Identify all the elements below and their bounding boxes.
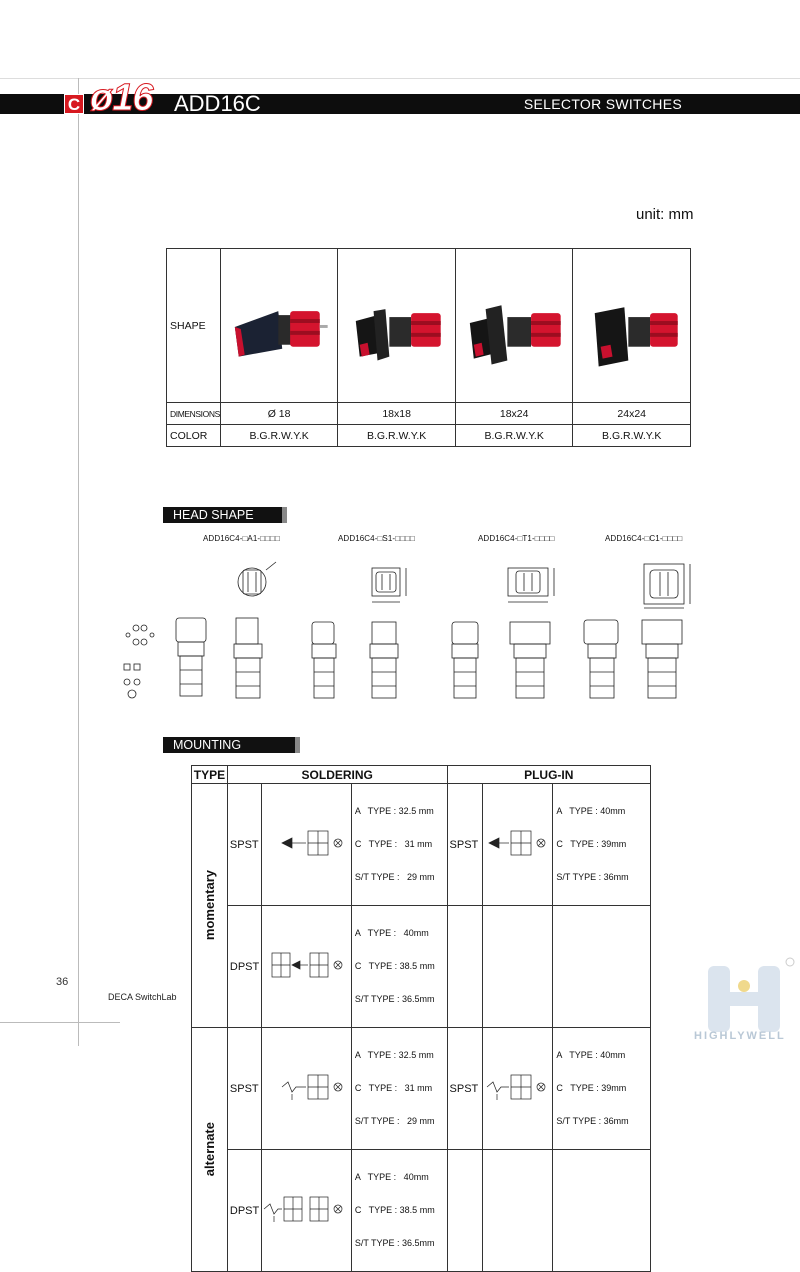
color-row bbox=[167, 425, 691, 447]
round-switch-photo bbox=[221, 249, 338, 399]
round-head-top-view bbox=[238, 562, 276, 596]
spec-line: A TYPE : 40mm bbox=[354, 1172, 429, 1182]
soldering-specs bbox=[351, 784, 447, 906]
mounting-length-title: MOUNTING LENGTH bbox=[163, 737, 300, 753]
switch-type: DPST bbox=[227, 1150, 261, 1272]
spec-line: A TYPE : 40mm bbox=[354, 928, 429, 938]
spec-line: S/T TYPE : 36mm bbox=[556, 1116, 629, 1126]
unit-label: unit: mm bbox=[636, 206, 694, 223]
mounting-table bbox=[191, 765, 651, 1272]
diameter-label: ø16 bbox=[90, 77, 153, 119]
wiring-diagram bbox=[261, 1028, 351, 1150]
spec-line: A TYPE : 32.5 mm bbox=[354, 1050, 434, 1060]
head-code-square18: ADD16C4-□S1-□□□□ bbox=[338, 534, 415, 543]
category-title: SELECTOR SWITCHES bbox=[523, 96, 682, 112]
head-code-square24: ADD16C4-□C1-□□□□ bbox=[605, 534, 683, 543]
dimension-cell: 24x24 bbox=[573, 403, 691, 425]
plugin-specs bbox=[553, 784, 651, 906]
dpst-alternate-diagram bbox=[262, 1194, 350, 1224]
spec-line: C TYPE : 39mm bbox=[556, 839, 627, 849]
spec-line: S/T TYPE : 36mm bbox=[556, 872, 629, 882]
plugin-wiring-diagram bbox=[483, 784, 553, 906]
color-cell: B.G.R.W.Y.K bbox=[573, 425, 691, 447]
header-type: TYPE bbox=[192, 766, 228, 784]
empty-cell bbox=[483, 1150, 553, 1272]
soldering-specs bbox=[351, 1028, 447, 1150]
header-plugin: PLUG-IN bbox=[447, 766, 650, 784]
color-cell: B.G.R.W.Y.K bbox=[338, 425, 456, 447]
square24-switch-photo bbox=[573, 249, 690, 399]
square24-head-top-view bbox=[644, 564, 690, 608]
head-code-round: ADD16C4-□A1-□□□□ bbox=[203, 534, 280, 543]
switch-type: SPST bbox=[227, 784, 261, 906]
series-letter-badge: C bbox=[64, 94, 84, 114]
switch-type: DPST bbox=[227, 906, 261, 1028]
spst-momentary-diagram bbox=[262, 828, 350, 858]
dimension-cell: Ø 18 bbox=[220, 403, 338, 425]
rect18x24-switch-photo bbox=[456, 249, 573, 399]
spst-plugin-diagram bbox=[483, 828, 551, 858]
row-label-color: COLOR bbox=[167, 425, 221, 447]
spst-alternate-diagram bbox=[262, 1072, 350, 1102]
empty-cell bbox=[447, 906, 483, 1028]
shape-table bbox=[166, 248, 691, 447]
product-image-round bbox=[220, 249, 338, 403]
rect18x24-head-top-view bbox=[508, 568, 554, 602]
table-row bbox=[192, 906, 651, 1028]
crop-line-left bbox=[78, 78, 79, 1046]
page-number: 36 bbox=[56, 976, 69, 988]
head-shape-title: HEAD SHAPE bbox=[163, 507, 287, 523]
dpst-momentary-diagram bbox=[262, 950, 350, 980]
spec-line: A TYPE : 32.5 mm bbox=[354, 806, 434, 816]
plugin-wiring-diagram bbox=[483, 1028, 553, 1150]
mounting-header-row bbox=[192, 766, 651, 784]
spec-line: C TYPE : 31 mm bbox=[354, 839, 433, 849]
soldering-specs bbox=[351, 1150, 447, 1272]
table-row bbox=[192, 1150, 651, 1272]
spst-alt-plugin-diagram bbox=[483, 1072, 551, 1102]
product-image-rect-18x24 bbox=[455, 249, 573, 403]
empty-cell bbox=[553, 1150, 651, 1272]
spec-line: C TYPE : 39mm bbox=[556, 1083, 627, 1093]
plugin-switch-type: SPST bbox=[447, 1028, 483, 1150]
group-momentary bbox=[192, 784, 228, 1028]
plugin-switch-type: SPST bbox=[447, 784, 483, 906]
spec-line: S/T TYPE : 36.5mm bbox=[354, 1238, 435, 1248]
square18-head-top-view bbox=[372, 568, 406, 602]
header-soldering: SOLDERING bbox=[227, 766, 447, 784]
color-cell: B.G.R.W.Y.K bbox=[455, 425, 573, 447]
plugin-specs bbox=[553, 1028, 651, 1150]
watermark-text: HIGHLYWELL bbox=[694, 1030, 786, 1042]
spec-line: S/T TYPE : 36.5mm bbox=[354, 994, 435, 1004]
color-cell: B.G.R.W.Y.K bbox=[220, 425, 338, 447]
model-title: ADD16C bbox=[174, 91, 261, 116]
product-image-square-24 bbox=[573, 249, 691, 403]
switch-type: SPST bbox=[227, 1028, 261, 1150]
spec-line: A TYPE : 40mm bbox=[556, 1050, 626, 1060]
wiring-diagram bbox=[261, 906, 351, 1028]
group-alternate bbox=[192, 1028, 228, 1272]
crop-line-bottom bbox=[0, 1022, 120, 1023]
head-shape-drawings bbox=[110, 560, 720, 720]
group-label: alternate bbox=[201, 1122, 217, 1177]
head-code-rect18x24: ADD16C4-□T1-□□□□ bbox=[478, 534, 555, 543]
spec-line: S/T TYPE : 29 mm bbox=[354, 872, 435, 882]
table-row bbox=[192, 784, 651, 906]
spec-line: C TYPE : 38.5 mm bbox=[354, 1205, 435, 1215]
side-views bbox=[176, 618, 682, 698]
empty-cell bbox=[483, 906, 553, 1028]
spec-line: C TYPE : 38.5 mm bbox=[354, 961, 435, 971]
spec-line: A TYPE : 40mm bbox=[556, 806, 626, 816]
wiring-diagram bbox=[261, 784, 351, 906]
soldering-specs bbox=[351, 906, 447, 1028]
empty-cell bbox=[553, 906, 651, 1028]
row-label-dimensions: DIMENSIONS bbox=[167, 403, 221, 425]
spec-line: S/T TYPE : 29 mm bbox=[354, 1116, 435, 1126]
wiring-diagram bbox=[261, 1150, 351, 1272]
group-label: momentary bbox=[201, 870, 217, 941]
spec-line: C TYPE : 31 mm bbox=[354, 1083, 433, 1093]
footer-brand: DECA SwitchLab bbox=[108, 992, 177, 1002]
dimension-cell: 18x24 bbox=[455, 403, 573, 425]
terminal-legend bbox=[124, 625, 154, 698]
shape-row bbox=[167, 249, 691, 403]
dimension-cell: 18x18 bbox=[338, 403, 456, 425]
product-image-square-18 bbox=[338, 249, 456, 403]
table-row bbox=[192, 1028, 651, 1150]
square18-switch-photo bbox=[338, 249, 455, 399]
dimensions-row bbox=[167, 403, 691, 425]
empty-cell bbox=[447, 1150, 483, 1272]
row-label-shape: SHAPE bbox=[167, 249, 221, 403]
